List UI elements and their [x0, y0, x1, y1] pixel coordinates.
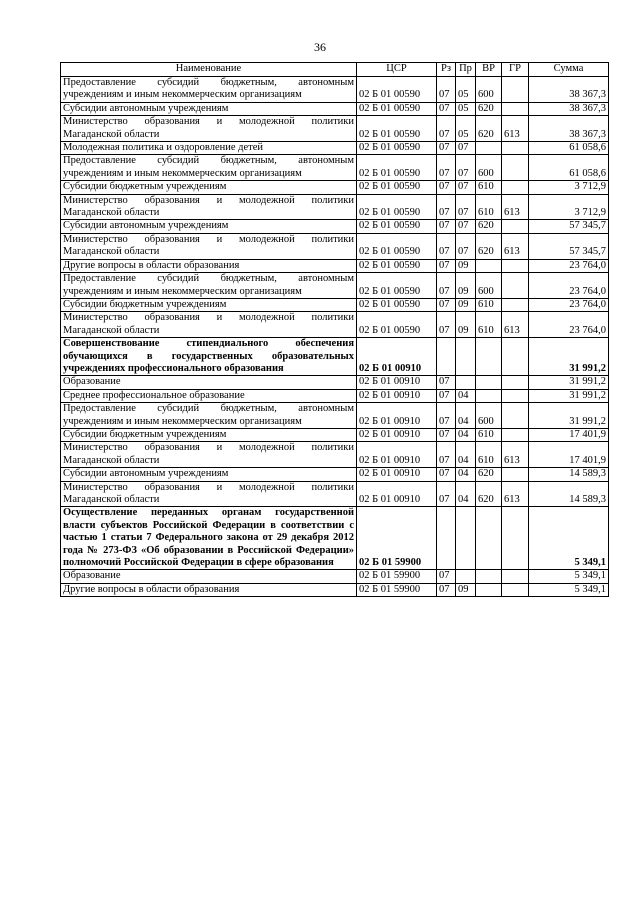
cell-rz: 07	[437, 389, 456, 402]
table-row	[61, 583, 609, 596]
table-row	[61, 116, 609, 142]
cell-vr: 620	[476, 102, 502, 115]
cell-gr	[502, 376, 529, 389]
header-code: ЦСР	[357, 63, 437, 77]
table-row	[61, 181, 609, 194]
table-row	[61, 233, 609, 259]
cell-rz: 07	[437, 376, 456, 389]
table-row	[61, 273, 609, 299]
cell-rz: 07	[437, 298, 456, 311]
table-row	[61, 442, 609, 468]
cell-vr: 610	[476, 312, 502, 338]
cell-vr: 600	[476, 77, 502, 103]
cell-gr	[502, 142, 529, 155]
cell-name: Образование	[61, 570, 357, 583]
cell-pr: 09	[456, 583, 476, 596]
cell-pr	[456, 507, 476, 570]
cell-gr: 613	[502, 194, 529, 220]
cell-name: Субсидии бюджетным учреждениям	[61, 181, 357, 194]
cell-gr	[502, 259, 529, 272]
cell-sum: 5 349,1	[529, 570, 609, 583]
cell-vr: 620	[476, 233, 502, 259]
table-row	[61, 298, 609, 311]
table-row	[61, 259, 609, 272]
cell-gr	[502, 389, 529, 402]
cell-sum: 5 349,1	[529, 507, 609, 570]
cell-rz	[437, 507, 456, 570]
cell-name: Министерство образования и молодежной политики Магаданской области	[61, 233, 357, 259]
header-rz: Рз	[437, 63, 456, 77]
cell-gr: 613	[502, 442, 529, 468]
cell-pr: 07	[456, 181, 476, 194]
cell-vr	[476, 142, 502, 155]
header-gr: ГР	[502, 63, 529, 77]
cell-rz: 07	[437, 442, 456, 468]
cell-vr	[476, 507, 502, 570]
cell-name: Совершенствование стипендиального обеспечения обучающихся в государственных образовательных учреждениях профессионального образования	[61, 338, 357, 376]
cell-rz: 07	[437, 312, 456, 338]
cell-gr: 613	[502, 312, 529, 338]
cell-rz: 07	[437, 194, 456, 220]
cell-pr: 07	[456, 155, 476, 181]
cell-sum: 31 991,2	[529, 389, 609, 402]
cell-pr: 09	[456, 312, 476, 338]
table-row	[61, 102, 609, 115]
cell-sum: 31 991,2	[529, 338, 609, 376]
table-row	[61, 570, 609, 583]
table-header-row	[61, 63, 609, 77]
cell-code: 02 Б 01 00590	[357, 298, 437, 311]
cell-pr: 09	[456, 259, 476, 272]
cell-name: Министерство образования и молодежной политики Магаданской области	[61, 481, 357, 507]
cell-rz: 07	[437, 220, 456, 233]
cell-code: 02 Б 01 00910	[357, 481, 437, 507]
cell-rz: 07	[437, 233, 456, 259]
cell-gr	[502, 403, 529, 429]
cell-name: Министерство образования и молодежной политики Магаданской области	[61, 116, 357, 142]
cell-sum: 23 764,0	[529, 273, 609, 299]
table-row	[61, 389, 609, 402]
cell-gr	[502, 298, 529, 311]
header-vr: ВР	[476, 63, 502, 77]
cell-vr: 610	[476, 194, 502, 220]
cell-code: 02 Б 01 59900	[357, 570, 437, 583]
cell-rz: 07	[437, 142, 456, 155]
cell-sum: 57 345,7	[529, 233, 609, 259]
cell-vr: 600	[476, 155, 502, 181]
table-row	[61, 403, 609, 429]
cell-code: 02 Б 01 00590	[357, 259, 437, 272]
cell-rz: 07	[437, 273, 456, 299]
cell-code: 02 Б 01 00910	[357, 338, 437, 376]
cell-rz: 07	[437, 259, 456, 272]
cell-pr	[456, 570, 476, 583]
cell-gr	[502, 428, 529, 441]
cell-sum: 61 058,6	[529, 155, 609, 181]
cell-rz: 07	[437, 155, 456, 181]
cell-code: 02 Б 01 00910	[357, 428, 437, 441]
cell-gr	[502, 155, 529, 181]
cell-sum: 38 367,3	[529, 116, 609, 142]
cell-code: 02 Б 01 00910	[357, 376, 437, 389]
cell-name: Предоставление субсидий бюджетным, автономным учреждениям и иным некоммерческим организациям	[61, 155, 357, 181]
table-row	[61, 428, 609, 441]
cell-pr: 05	[456, 116, 476, 142]
cell-pr: 09	[456, 273, 476, 299]
cell-code: 02 Б 01 00590	[357, 155, 437, 181]
cell-sum: 23 764,0	[529, 259, 609, 272]
cell-sum: 3 712,9	[529, 194, 609, 220]
table-row	[61, 194, 609, 220]
cell-pr: 04	[456, 428, 476, 441]
cell-name: Осуществление переданных органам государственной власти субъектов Российской Федерации в соответствии с частью 1 статьи 7 Федерального закона от 29 декабря 2012 года № 273-ФЗ «Об образовании в Российской Федерации» полномочий Российской Федерации в сфере образования	[61, 507, 357, 570]
cell-rz: 07	[437, 570, 456, 583]
cell-code: 02 Б 01 00590	[357, 181, 437, 194]
cell-name: Другие вопросы в области образования	[61, 259, 357, 272]
cell-vr	[476, 389, 502, 402]
cell-code: 02 Б 01 00910	[357, 468, 437, 481]
cell-name: Предоставление субсидий бюджетным, автономным учреждениям и иным некоммерческим организациям	[61, 403, 357, 429]
cell-name: Министерство образования и молодежной политики Магаданской области	[61, 312, 357, 338]
cell-gr	[502, 77, 529, 103]
cell-sum: 57 345,7	[529, 220, 609, 233]
cell-vr	[476, 338, 502, 376]
cell-sum: 31 991,2	[529, 403, 609, 429]
cell-sum: 23 764,0	[529, 298, 609, 311]
cell-pr: 07	[456, 142, 476, 155]
table-row	[61, 376, 609, 389]
cell-gr	[502, 181, 529, 194]
cell-vr: 620	[476, 220, 502, 233]
cell-pr: 04	[456, 481, 476, 507]
cell-code: 02 Б 01 00590	[357, 194, 437, 220]
cell-name: Субсидии бюджетным учреждениям	[61, 298, 357, 311]
cell-gr	[502, 220, 529, 233]
cell-vr: 600	[476, 273, 502, 299]
cell-sum: 23 764,0	[529, 312, 609, 338]
cell-vr: 620	[476, 481, 502, 507]
table-row	[61, 142, 609, 155]
table-row	[61, 220, 609, 233]
cell-rz: 07	[437, 428, 456, 441]
cell-rz: 07	[437, 468, 456, 481]
cell-pr: 07	[456, 194, 476, 220]
cell-gr: 613	[502, 116, 529, 142]
cell-code: 02 Б 01 59900	[357, 507, 437, 570]
cell-vr: 620	[476, 468, 502, 481]
cell-gr: 613	[502, 481, 529, 507]
cell-gr	[502, 102, 529, 115]
cell-gr	[502, 273, 529, 299]
cell-pr	[456, 376, 476, 389]
cell-rz: 07	[437, 77, 456, 103]
cell-code: 02 Б 01 00590	[357, 102, 437, 115]
table-row	[61, 481, 609, 507]
table-row	[61, 155, 609, 181]
cell-code: 02 Б 01 00910	[357, 442, 437, 468]
cell-name: Среднее профессиональное образование	[61, 389, 357, 402]
cell-sum: 38 367,3	[529, 77, 609, 103]
cell-name: Субсидии автономным учреждениям	[61, 468, 357, 481]
cell-rz: 07	[437, 583, 456, 596]
cell-pr: 07	[456, 220, 476, 233]
budget-table	[60, 62, 609, 597]
cell-name: Образование	[61, 376, 357, 389]
cell-pr: 09	[456, 298, 476, 311]
cell-gr	[502, 507, 529, 570]
cell-code: 02 Б 01 00590	[357, 312, 437, 338]
cell-gr: 613	[502, 233, 529, 259]
cell-pr: 04	[456, 389, 476, 402]
cell-name: Предоставление субсидий бюджетным, автономным учреждениям и иным некоммерческим организациям	[61, 77, 357, 103]
cell-gr	[502, 583, 529, 596]
cell-sum: 17 401,9	[529, 428, 609, 441]
page-number: 36	[314, 40, 326, 54]
cell-code: 02 Б 01 00590	[357, 233, 437, 259]
cell-pr: 04	[456, 442, 476, 468]
cell-code: 02 Б 01 59900	[357, 583, 437, 596]
cell-vr	[476, 376, 502, 389]
table-row	[61, 338, 609, 376]
table-row	[61, 468, 609, 481]
cell-rz: 07	[437, 102, 456, 115]
table-row	[61, 507, 609, 570]
header-pr: Пр	[456, 63, 476, 77]
cell-pr: 07	[456, 233, 476, 259]
header-name: Наименование	[61, 63, 357, 77]
cell-sum: 14 589,3	[529, 468, 609, 481]
cell-rz: 07	[437, 181, 456, 194]
cell-rz: 07	[437, 403, 456, 429]
cell-gr	[502, 570, 529, 583]
cell-code: 02 Б 01 00590	[357, 77, 437, 103]
table-body	[61, 77, 609, 597]
cell-pr: 05	[456, 77, 476, 103]
cell-pr	[456, 338, 476, 376]
cell-sum: 31 991,2	[529, 376, 609, 389]
cell-code: 02 Б 01 00590	[357, 273, 437, 299]
cell-sum: 38 367,3	[529, 102, 609, 115]
cell-pr: 05	[456, 102, 476, 115]
cell-pr: 04	[456, 468, 476, 481]
cell-vr	[476, 570, 502, 583]
cell-name: Субсидии бюджетным учреждениям	[61, 428, 357, 441]
cell-vr	[476, 259, 502, 272]
cell-vr	[476, 583, 502, 596]
cell-name: Предоставление субсидий бюджетным, автономным учреждениям и иным некоммерческим организациям	[61, 273, 357, 299]
cell-vr: 620	[476, 116, 502, 142]
cell-code: 02 Б 01 00590	[357, 220, 437, 233]
cell-gr	[502, 338, 529, 376]
cell-code: 02 Б 01 00910	[357, 389, 437, 402]
cell-rz: 07	[437, 116, 456, 142]
cell-name: Субсидии автономным учреждениям	[61, 102, 357, 115]
cell-name: Министерство образования и молодежной политики Магаданской области	[61, 442, 357, 468]
cell-vr: 600	[476, 403, 502, 429]
cell-code: 02 Б 01 00910	[357, 403, 437, 429]
cell-name: Молодежная политика и оздоровление детей	[61, 142, 357, 155]
cell-name: Другие вопросы в области образования	[61, 583, 357, 596]
cell-vr: 610	[476, 442, 502, 468]
cell-name: Министерство образования и молодежной политики Магаданской области	[61, 194, 357, 220]
cell-sum: 3 712,9	[529, 181, 609, 194]
cell-sum: 5 349,1	[529, 583, 609, 596]
cell-code: 02 Б 01 00590	[357, 142, 437, 155]
cell-rz	[437, 338, 456, 376]
table-row	[61, 77, 609, 103]
cell-code: 02 Б 01 00590	[357, 116, 437, 142]
cell-sum: 14 589,3	[529, 481, 609, 507]
cell-sum: 17 401,9	[529, 442, 609, 468]
cell-vr: 610	[476, 428, 502, 441]
table-row	[61, 312, 609, 338]
cell-pr: 04	[456, 403, 476, 429]
cell-vr: 610	[476, 298, 502, 311]
cell-sum: 61 058,6	[529, 142, 609, 155]
cell-vr: 610	[476, 181, 502, 194]
header-sum: Сумма	[529, 63, 609, 77]
cell-rz: 07	[437, 481, 456, 507]
cell-gr	[502, 468, 529, 481]
cell-name: Субсидии автономным учреждениям	[61, 220, 357, 233]
